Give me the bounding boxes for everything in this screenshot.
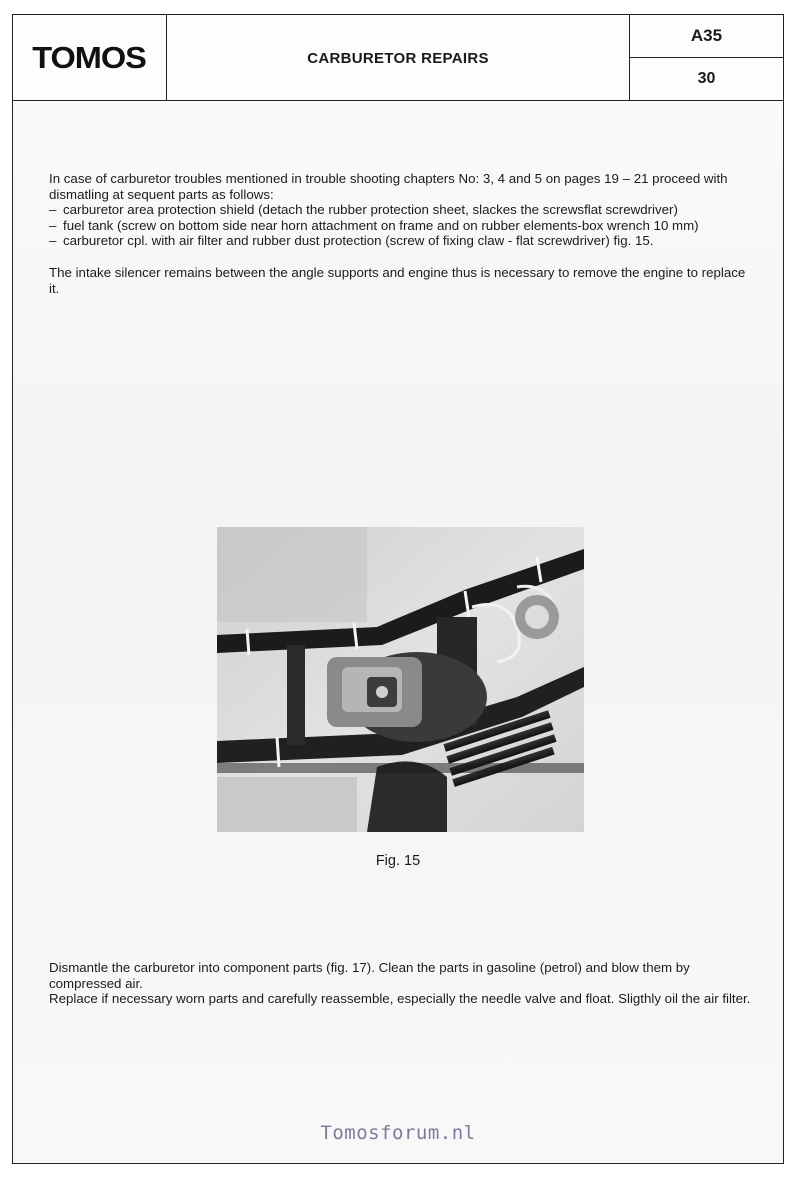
list-item: – fuel tank (screw on bottom side near horn attachment on frame and on rubber elements-box wrench 10 mm) — [49, 217, 699, 233]
watermark: Tomosforum.nl — [320, 1122, 476, 1144]
logo-cell — [13, 15, 167, 100]
page-header — [13, 15, 783, 101]
figure-15-photo — [217, 527, 584, 832]
code-cell — [629, 15, 783, 100]
repair-instructions — [49, 960, 759, 1007]
manual-page — [12, 14, 784, 1164]
intro-section — [49, 171, 759, 249]
instruction-line: Dismantle the carburetor into component parts (fig. 17). Clean the parts in gasoline (petrol) and blow them by compressed air. — [49, 960, 690, 991]
silencer-paragraph: The intake silencer remains between the angle supports and engine thus is necessary to remove the engine to replace it. — [49, 265, 746, 296]
moped-frame-image — [217, 527, 584, 832]
tomos-logo: TOMOS — [32, 39, 147, 75]
page-number: 30 — [697, 70, 716, 87]
section-code: A35 — [630, 15, 783, 58]
instruction-line: Replace if necessary worn parts and carefully reassemble, especially the needle valve and float. Sligthly oil the air filter. — [49, 991, 751, 1006]
page-title: CARBURETOR REPAIRS — [307, 50, 489, 67]
list-item: – carburetor area protection shield (detach the rubber protection sheet, slackes the screwsflat screwdriver) — [49, 202, 678, 217]
list-item: – carburetor cpl. with air filter and rubber dust protection (screw of fixing claw - flat screwdriver) fig. 15. — [49, 233, 654, 248]
intro-paragraph: In case of carburetor troubles mentioned in trouble shooting chapters No: 3, 4 and 5 on pages 19 – 21 proceed with dismatling at sequent parts as follows: — [49, 171, 728, 202]
figure-caption: Fig. 15 — [375, 853, 421, 869]
